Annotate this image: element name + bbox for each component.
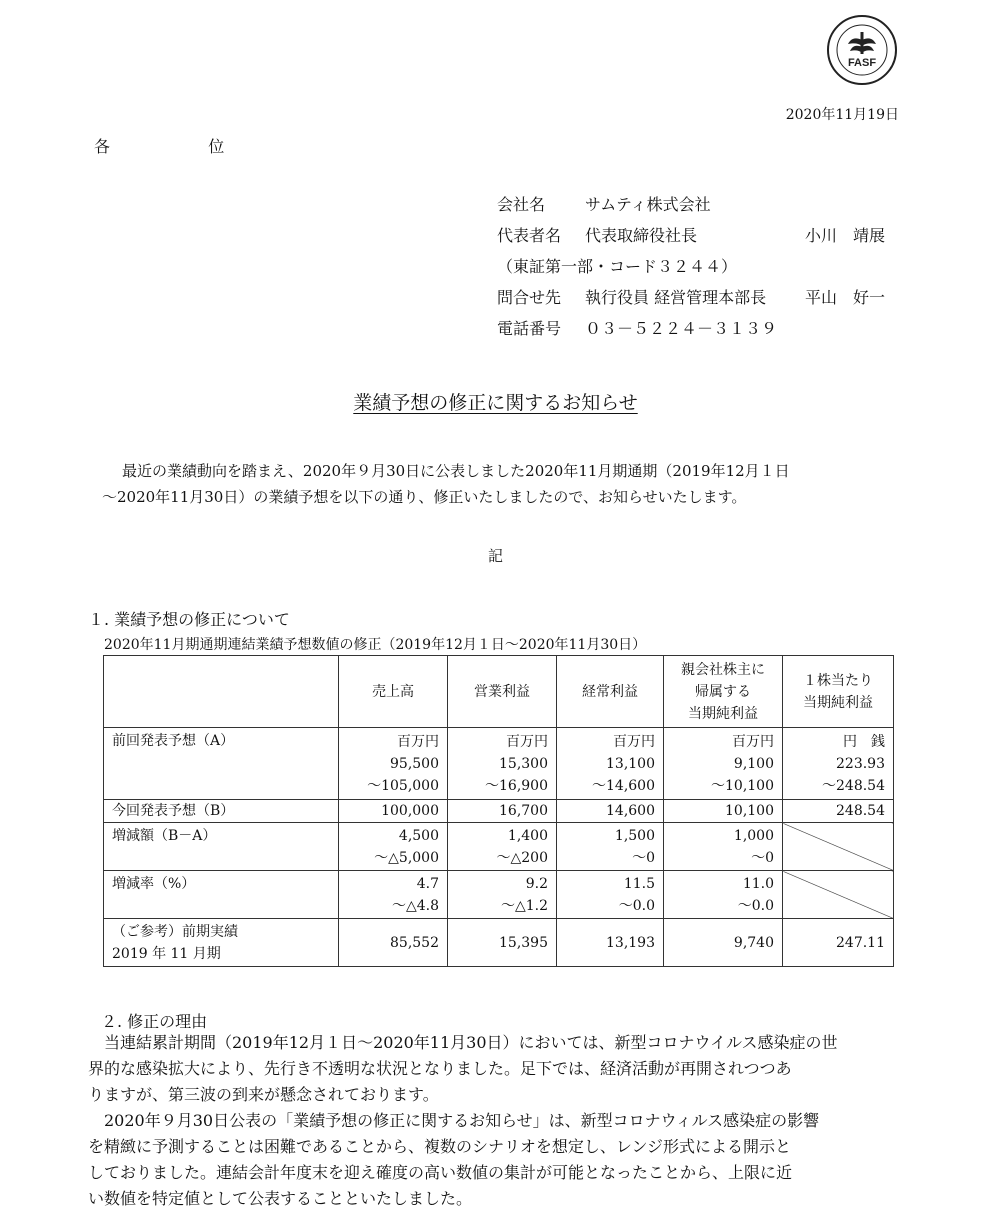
cell-line: 1,500	[614, 827, 655, 844]
cell-line: ～0	[632, 849, 655, 866]
intro-line: 最近の業績動向を踏まえ、2020年９月30日に公表しました2020年11月期通期（2019年12月１日	[122, 462, 790, 480]
phone-number: ０３－５２２４－３１３９	[585, 319, 778, 338]
cell-line: 9,100	[733, 755, 774, 772]
reason-paragraph	[88, 1108, 918, 1212]
row-label-line: 2019 年 11 月期	[112, 946, 221, 962]
forecast-table	[103, 655, 894, 967]
row-label: 今回発表予想（B）	[104, 800, 339, 823]
header-line: 当期純利益	[688, 705, 758, 722]
reason-line: 当連結累計期間（2019年12月１日～2020年11月30日）においては、新型コロナウイルス感染症の世	[88, 1033, 838, 1052]
company-name: サムティ株式会社	[585, 195, 711, 214]
reason-line: 界的な感染拡大により、先行き不透明な状況となりました。足下では、経済活動が再開されつつあ	[88, 1059, 792, 1078]
cell-line: 百万円	[397, 733, 439, 750]
table-cell: 9,740	[664, 919, 783, 967]
reason-line: を精緻に予測することは困難であることから、複数のシナリオを想定し、レンジ形式による開示と	[88, 1137, 792, 1156]
representative-name: 小川 靖展	[805, 226, 886, 245]
representative-title: 代表取締役社長	[585, 226, 698, 245]
header-line: 当期純利益	[803, 694, 873, 711]
table-caption: 2020年11月期通期連結業績予想数値の修正（2019年12月１日～2020年11月30日）	[104, 637, 647, 653]
company-info	[497, 188, 885, 343]
header-line: 帰属する	[695, 683, 751, 700]
cell-line: 15,300	[499, 755, 548, 772]
table-cell: 14,600	[557, 800, 664, 823]
table-cell	[448, 871, 557, 919]
document-date: 2020年11月19日	[785, 107, 899, 123]
cell-line: ～0.0	[618, 897, 655, 914]
cell-line: 4.7	[416, 875, 439, 892]
section1-heading: １. 業績予想の修正について	[88, 610, 290, 629]
table-cell	[448, 823, 557, 871]
table-cell: 248.54	[783, 800, 894, 823]
header-ordinary-profit: 経常利益	[557, 656, 664, 728]
cell-line: 223.93	[836, 755, 885, 772]
representative-label: 代表者名	[497, 226, 562, 245]
row-label: 前回発表予想（A）	[104, 728, 339, 800]
cell-line: 4,500	[398, 827, 439, 844]
row-label: 増減率（%）	[104, 871, 339, 919]
reason-line: い数値を特定値として公表することといたしました。	[88, 1189, 473, 1208]
cell-line: ～14,600	[592, 777, 655, 794]
reason-text	[88, 1030, 918, 1212]
addressee	[94, 134, 224, 157]
cell-line: 百万円	[506, 733, 548, 750]
table-cell	[557, 728, 664, 800]
table-row	[104, 871, 894, 919]
table-cell: 10,100	[664, 800, 783, 823]
reason-line: りますが、第三波の到来が懸念されております。	[88, 1085, 439, 1104]
cell-line: 95,500	[390, 755, 439, 772]
reason-line: 2020年９月30日公表の「業績予想の修正に関するお知らせ」は、新型コロナウィルス感染症の影響	[88, 1111, 820, 1130]
cell-line: 1,400	[507, 827, 548, 844]
contact-label: 問合せ先	[497, 288, 562, 307]
header-operating-profit: 営業利益	[448, 656, 557, 728]
header-sales: 売上高	[339, 656, 448, 728]
table-cell: 13,193	[557, 919, 664, 967]
table-cell	[664, 871, 783, 919]
cell-line: ～0	[751, 849, 774, 866]
table-row	[104, 823, 894, 871]
logo-text: FASF	[847, 57, 877, 69]
section2-heading: ２. 修正の理由	[101, 1012, 208, 1031]
table-cell	[664, 823, 783, 871]
cell-line: ～105,000	[367, 777, 439, 794]
cell-line: 11.0	[742, 875, 774, 892]
table-row	[104, 800, 894, 823]
reason-line: しておりました。連結会計年度末を迎え確度の高い数値の集計が可能となったことから、上限に近	[88, 1163, 793, 1182]
phone-label: 電話番号	[497, 319, 562, 338]
cell-line: ～16,900	[485, 777, 548, 794]
cell-line: ～△200	[496, 849, 548, 866]
table-cell	[339, 728, 448, 800]
diagonal-empty-cell	[783, 823, 894, 871]
listing-info: （東証第一部・コード３２４４）	[497, 257, 738, 276]
contact-title: 執行役員 経営管理本部長	[585, 288, 767, 307]
table-header-row	[104, 656, 894, 728]
header-eps	[783, 656, 894, 728]
cell-line: 13,100	[606, 755, 655, 772]
table-row	[104, 919, 894, 967]
addressee-part: 各	[94, 137, 111, 156]
table-cell	[664, 728, 783, 800]
reason-paragraph	[88, 1030, 918, 1108]
header-empty	[104, 656, 339, 728]
document-title: 業績予想の修正に関するお知らせ	[353, 392, 638, 414]
row-label: 増減額（B－A）	[104, 823, 339, 871]
cell-line: ～248.54	[822, 777, 885, 794]
cell-line: ～0.0	[737, 897, 774, 914]
row-label	[104, 919, 339, 967]
table-cell	[339, 823, 448, 871]
table-cell	[448, 728, 557, 800]
cell-line: ～△5,000	[374, 849, 439, 866]
fasf-logo	[826, 14, 898, 86]
table-cell: 16,700	[448, 800, 557, 823]
cell-line: ～10,100	[711, 777, 774, 794]
row-label-line: （ご参考）前期実績	[112, 924, 238, 940]
cell-line: 9.2	[525, 875, 548, 892]
cell-line: 11.5	[623, 875, 655, 892]
table-cell	[783, 728, 894, 800]
intro-paragraph	[102, 458, 872, 510]
contact-name: 平山 好一	[805, 288, 886, 307]
cell-line: ～△4.8	[391, 897, 439, 914]
table-row	[104, 728, 894, 800]
table-cell	[557, 871, 664, 919]
ki-marker: 記	[487, 547, 503, 565]
header-net-income	[664, 656, 783, 728]
header-line: 親会社株主に	[681, 661, 765, 678]
cell-line: 1,000	[733, 827, 774, 844]
cell-line: 円 銭	[843, 733, 885, 750]
table-cell: 247.11	[783, 919, 894, 967]
diagonal-empty-cell	[783, 871, 894, 919]
header-line: １株当たり	[803, 672, 873, 689]
cell-line: 百万円	[732, 733, 774, 750]
table-cell: 85,552	[339, 919, 448, 967]
cell-line: 百万円	[613, 733, 655, 750]
table-cell: 100,000	[339, 800, 448, 823]
table-cell	[339, 871, 448, 919]
company-name-label: 会社名	[497, 195, 546, 214]
table-cell	[557, 823, 664, 871]
addressee-part: 位	[208, 137, 225, 156]
cell-line: ～△1.2	[500, 897, 548, 914]
table-cell: 15,395	[448, 919, 557, 967]
intro-line: ～2020年11月30日）の業績予想を以下の通り、修正いたしましたので、お知らせいたします。	[102, 488, 747, 506]
